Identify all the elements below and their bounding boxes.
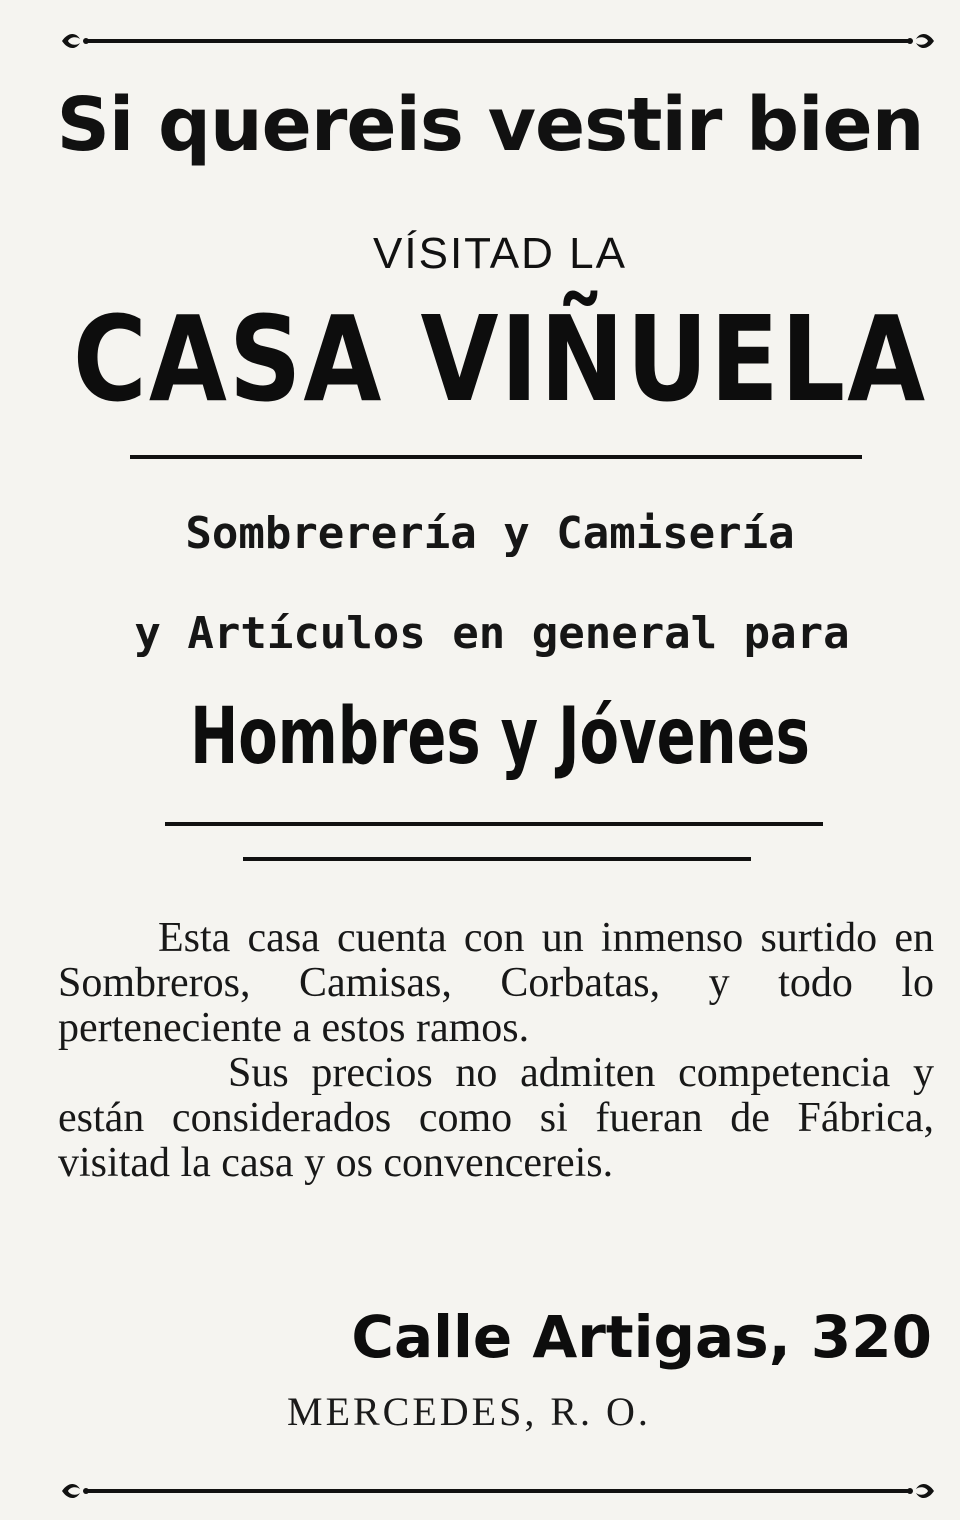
shop-name: CASA VIÑUELA bbox=[72, 291, 928, 429]
fleuron-left-icon bbox=[58, 1476, 98, 1506]
body-copy bbox=[58, 916, 934, 1186]
trade-line-articles: y Artículos en general para bbox=[134, 608, 850, 659]
divider-rule bbox=[130, 455, 862, 459]
audience-line: Hombres y Jóvenes bbox=[190, 692, 810, 782]
trade-line-hats-shirts: Sombrerería y Camisería bbox=[185, 508, 795, 559]
top-rule-line bbox=[96, 39, 900, 43]
invite-line: VÍSITAD LA bbox=[373, 229, 627, 278]
city-line: MERCEDES, R. O. bbox=[287, 1389, 651, 1434]
fleuron-left-icon bbox=[58, 26, 98, 56]
fleuron-right-icon bbox=[898, 1476, 938, 1506]
fleuron-right-icon bbox=[898, 26, 938, 56]
body-paragraph-prices: Sus precios no admiten competencia y están considerados como si fueran de Fábrica, visitad la casa y os convencereis. bbox=[58, 1050, 934, 1186]
bottom-rule-line bbox=[96, 1489, 900, 1493]
divider-rule-upper bbox=[165, 822, 823, 826]
bottom-ornamental-rule bbox=[58, 1476, 938, 1506]
street-address: Calle Artigas, 320 bbox=[351, 1303, 932, 1371]
body-paragraph-stock: Esta casa cuenta con un inmenso surtido en Sombreros, Camisas, Corbatas, y todo lo perteneciente a estos ramos. bbox=[58, 915, 934, 1051]
headline: Si quereis vestir bien bbox=[56, 82, 924, 168]
divider-rule-lower bbox=[243, 857, 751, 861]
top-ornamental-rule bbox=[58, 26, 938, 56]
